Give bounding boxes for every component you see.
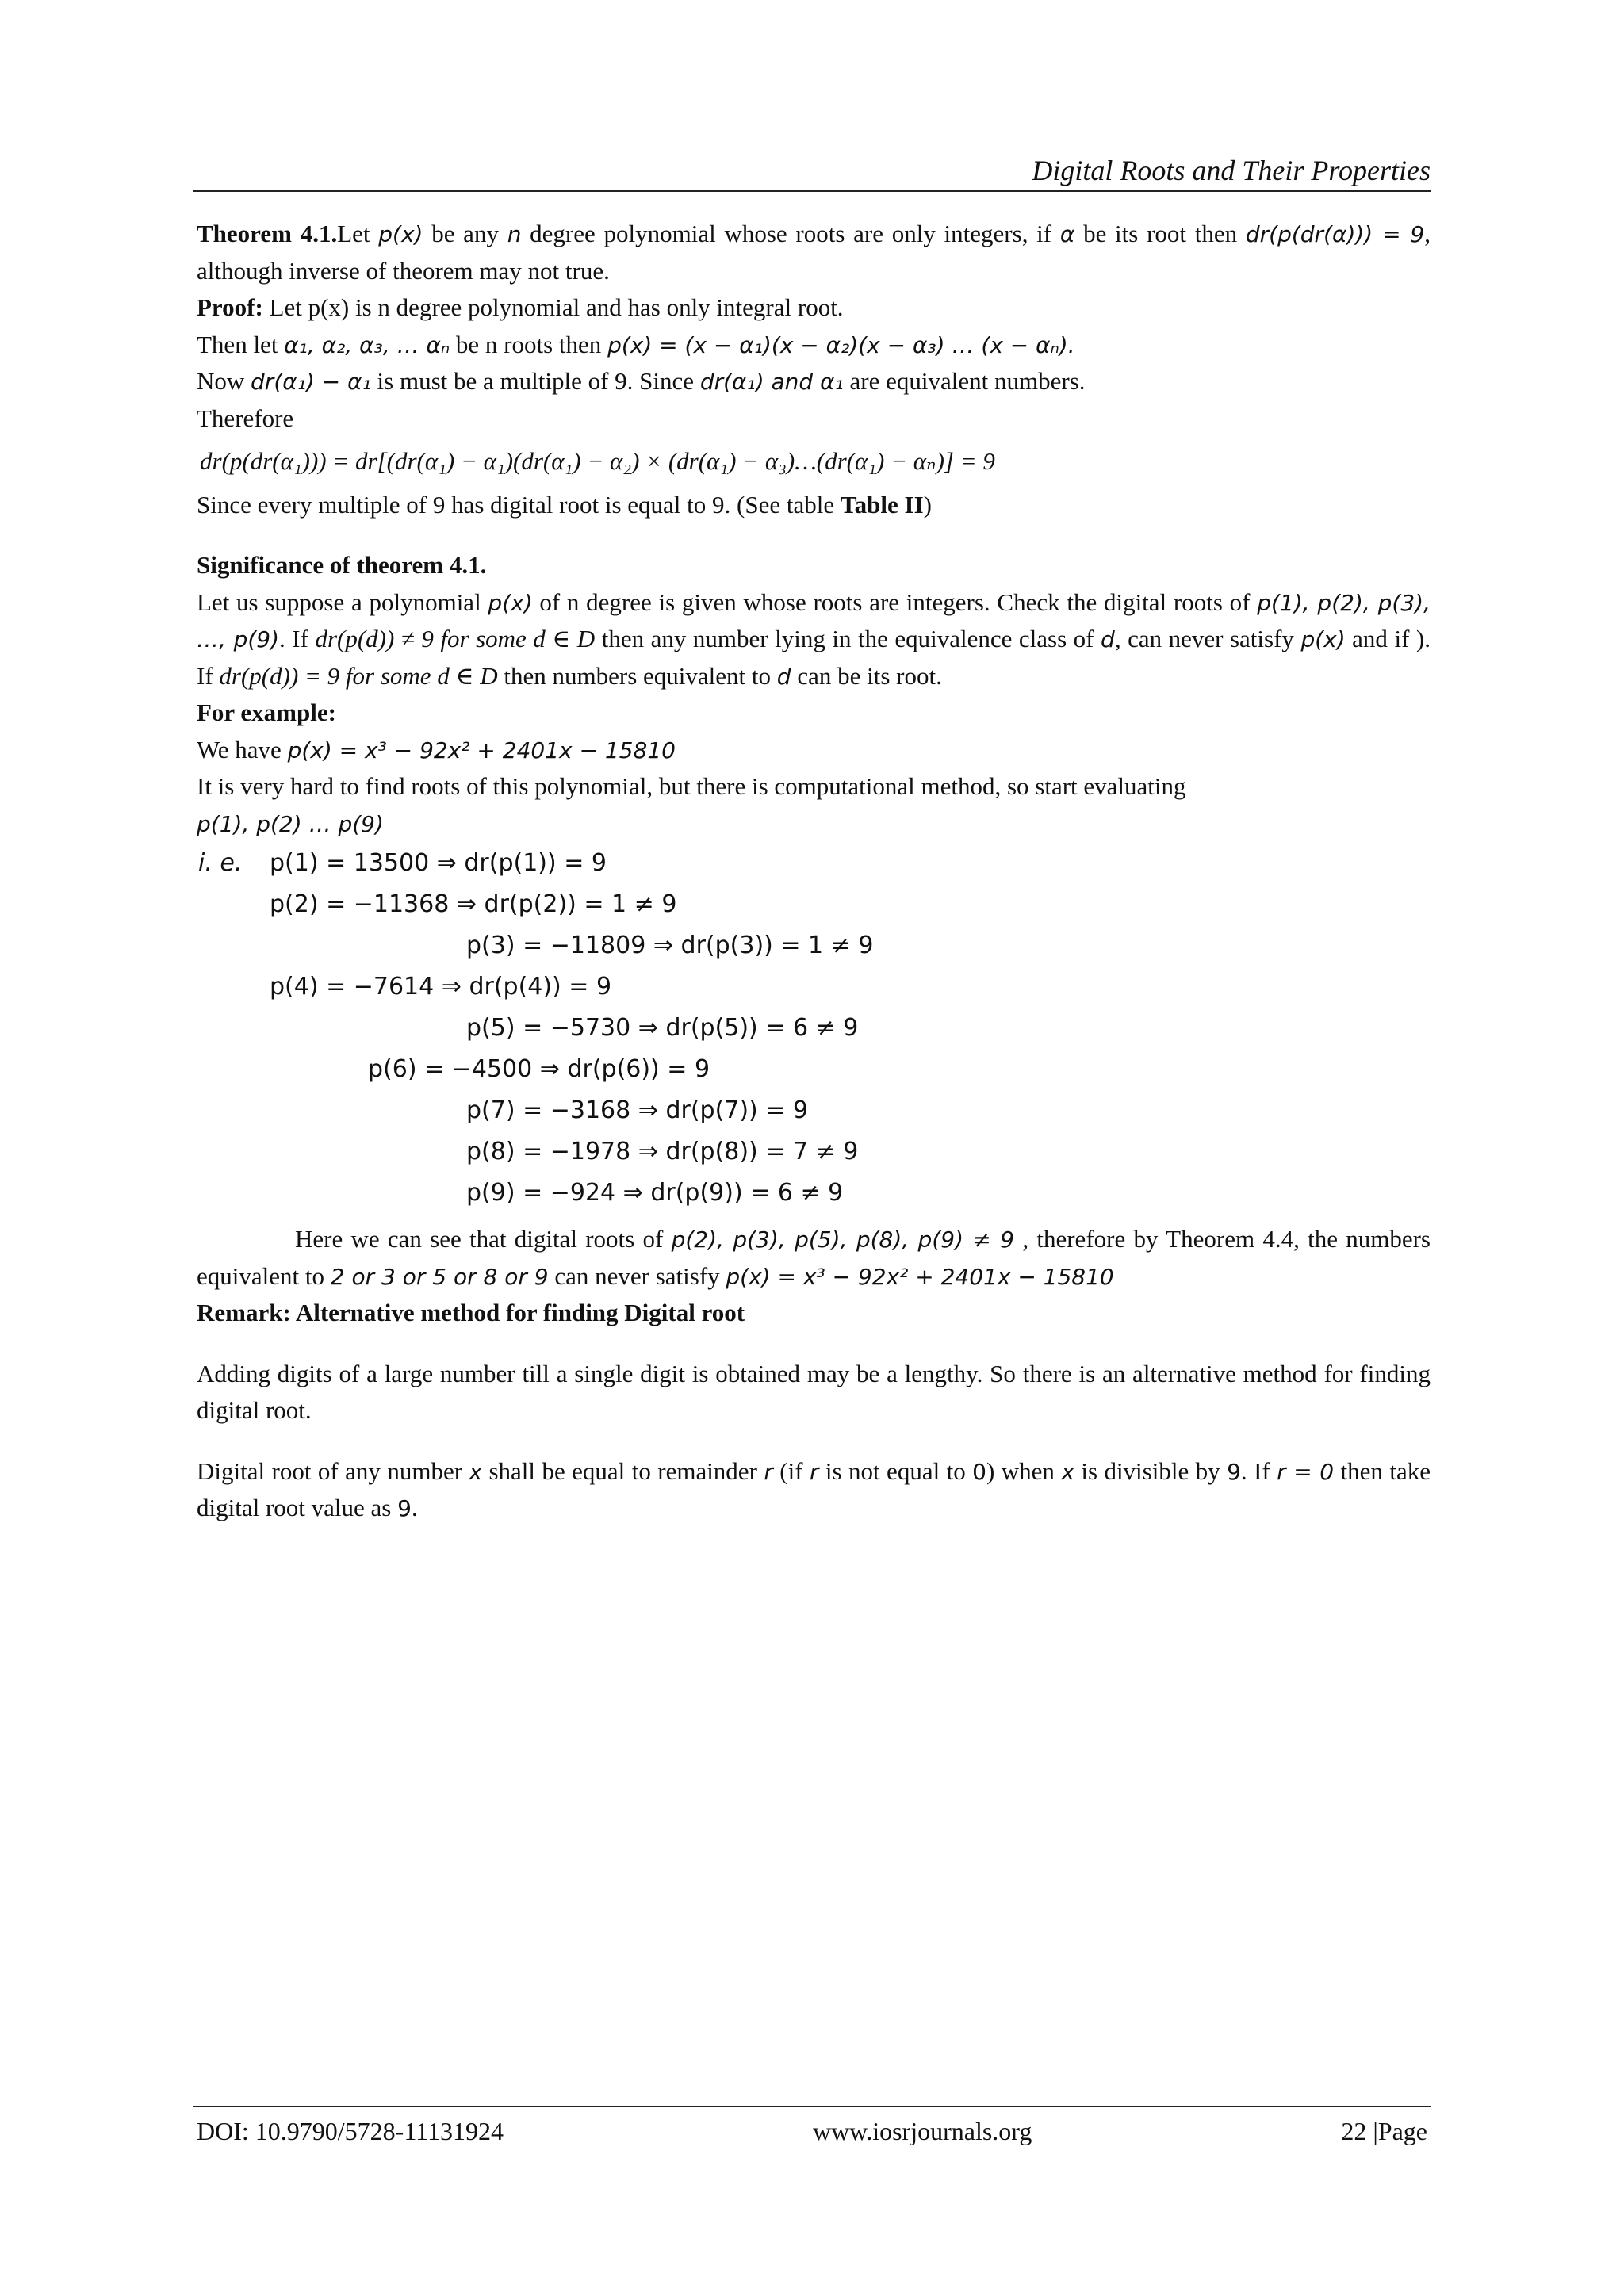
math-nine: 9	[397, 1495, 412, 1521]
significance-heading	[197, 547, 1431, 584]
evaluation-block	[197, 842, 1431, 1221]
math-d: d	[1101, 626, 1115, 652]
text-run: then numbers equivalent to	[497, 661, 777, 690]
text-run: then take digital root value as	[197, 1456, 1431, 1521]
math-zero: 0	[972, 1458, 986, 1485]
math-condition-1: dr(p(d)) ≠ 9 for some d ∈ D	[315, 625, 596, 652]
text-run: is not equal to	[818, 1456, 973, 1485]
math-list: p(1), p(2) … p(9)	[197, 810, 384, 837]
page-body	[197, 216, 1431, 1527]
math-theorem-eq: dr(p(dr(α))) = 9	[1245, 221, 1425, 247]
text-run: )	[923, 490, 932, 519]
example-heading	[197, 695, 1431, 732]
evaluation-line: p(1) = 13500 ⇒ dr(p(1)) = 9	[270, 849, 607, 877]
proof-equation: dr(p(dr(α₁))) = dr[(dr(α₁) − α₁)(dr(α₁) − α₂) × (dr(α₁) − α₃)…(dr(α₁) − αₙ)] = 9	[200, 447, 995, 475]
remark-paragraph-1: Adding digits of a large number till a single digit is obtained may be a lengthy. So there is an alternative method for finding digital root.	[197, 1359, 1431, 1424]
text-run: of n degree is given whose roots are integers. Check the digital roots of	[532, 587, 1258, 616]
math-alpha: α	[1059, 221, 1075, 247]
math-roots: α₁, α₂, α₃, … αₙ	[284, 331, 450, 358]
evaluation-line: p(3) = −11809 ⇒ dr(p(3)) = 1 ≠ 9	[466, 932, 874, 959]
ie-label: i. e.	[198, 849, 243, 877]
text-run: is divisible by	[1074, 1456, 1228, 1485]
theorem-paragraph	[197, 216, 1431, 289]
math-r: r	[809, 1458, 819, 1485]
math-since-eq: dr(α₁) and α₁	[699, 369, 844, 395]
math-r: r	[764, 1458, 773, 1485]
significance-heading-text: Significance of theorem 4.1.	[197, 551, 487, 579]
text-run: degree polynomial whose roots are only integers, if	[521, 220, 1060, 247]
example-line-3	[197, 806, 1431, 843]
proof-line-1	[197, 289, 1431, 327]
math-numbers: 2 or 3 or 5 or 8 or 9	[330, 1263, 549, 1290]
table-reference: Table II	[840, 490, 924, 519]
text-run: Here we can see that digital roots of	[295, 1225, 672, 1253]
math-px: p(x)	[1300, 626, 1346, 652]
running-header-title: Digital Roots and Their Properties	[1032, 155, 1431, 186]
proof-line-2	[197, 327, 1431, 364]
text-run: Now	[197, 367, 251, 395]
math-x: x	[1061, 1458, 1074, 1485]
example-line-1	[197, 732, 1431, 769]
header-rule	[193, 190, 1431, 192]
page-footer	[197, 2112, 1427, 2150]
math-px: p(x)	[488, 589, 533, 616]
proof-line-4: Therefore	[197, 404, 294, 432]
remark-paragraph-2	[197, 1453, 1431, 1527]
math-r-equals-zero: r = 0	[1277, 1458, 1335, 1485]
proof-label: Proof:	[197, 293, 263, 321]
text-run: be its root then	[1074, 220, 1246, 247]
math-n: n	[507, 221, 522, 247]
remark-heading-text: Remark: Alternative method for finding Digital root	[197, 1299, 745, 1326]
text-run: . If	[1240, 1456, 1277, 1485]
example-heading-text: For example:	[197, 698, 336, 726]
text-run: ) when	[986, 1456, 1062, 1485]
math-polynomial: p(x) = x³ − 92x² + 2401x − 15810	[287, 737, 676, 763]
evaluation-line: p(2) = −11368 ⇒ dr(p(2)) = 1 ≠ 9	[270, 890, 677, 918]
evaluation-line: p(8) = −1978 ⇒ dr(p(8)) = 7 ≠ 9	[466, 1138, 859, 1165]
proof-line-3	[197, 363, 1431, 400]
text-run: are equivalent numbers.	[843, 367, 1086, 395]
text-run: , can never satisfy	[1114, 625, 1301, 652]
evaluation-line: p(7) = −3168 ⇒ dr(p(7)) = 9	[466, 1096, 809, 1124]
remark-heading	[197, 1295, 1431, 1332]
text-run: can be its root.	[791, 661, 942, 690]
text-run: then any number lying in the equivalence class of	[595, 625, 1101, 652]
math-list: p(2), p(3), p(5), p(8), p(9) ≠ 9	[671, 1226, 1015, 1253]
text-run: Then let	[197, 330, 285, 358]
text-run: and if ). If	[197, 625, 1431, 690]
text-run: can never satisfy	[548, 1261, 726, 1290]
text-run: We have	[197, 735, 288, 763]
text-run: be any	[423, 220, 508, 247]
evaluation-line: p(9) = −924 ⇒ dr(p(9)) = 6 ≠ 9	[466, 1179, 844, 1207]
proof-line-5	[197, 487, 1431, 524]
text-run: , therefore by Theorem 4.4, the numbers equivalent to	[197, 1225, 1431, 1290]
math-list: p(1), p(2), p(3), …, p(9)	[197, 589, 1431, 652]
text-run: be n roots then	[450, 330, 608, 358]
footer-website: www.iosrjournals.org	[812, 2117, 1032, 2145]
text-run: Let p(x) is n degree polynomial and has only integral root.	[262, 293, 844, 321]
text-run: shall be equal to remainder	[482, 1456, 764, 1485]
text-run: Let	[337, 220, 379, 247]
text-run: . If	[279, 625, 316, 652]
spacer	[197, 523, 1431, 547]
math-d: d	[776, 663, 791, 690]
evaluation-line: p(6) = −4500 ⇒ dr(p(6)) = 9	[368, 1055, 710, 1083]
math-nine: 9	[1227, 1458, 1241, 1485]
text-run: , although inverse of theorem may not true.	[197, 220, 1431, 285]
math-now-eq: dr(α₁) − α₁	[251, 369, 371, 395]
math-px: p(x)	[378, 221, 423, 247]
text-run: .	[411, 1494, 418, 1521]
evaluation-line: p(5) = −5730 ⇒ dr(p(5)) = 6 ≠ 9	[466, 1014, 859, 1042]
text-run: Digital root of any number	[197, 1456, 469, 1485]
text-run: Since every multiple of 9 has digital root is equal to 9. (See table	[197, 490, 841, 519]
conclusion-paragraph	[197, 1221, 1431, 1295]
spacer	[197, 1429, 1431, 1453]
text-run: Let us suppose a polynomial	[197, 587, 488, 616]
math-polynomial: p(x) = x³ − 92x² + 2401x − 15810	[726, 1263, 1114, 1290]
significance-paragraph	[197, 584, 1431, 695]
text-run: is must be a multiple of 9. Since	[370, 367, 700, 395]
theorem-label: Theorem 4.1.	[197, 220, 338, 247]
text-run: (if	[772, 1456, 810, 1485]
evaluation-line: p(4) = −7614 ⇒ dr(p(4)) = 9	[270, 973, 612, 1001]
math-condition-2: dr(p(d)) = 9 for some d ∈ D	[219, 661, 498, 690]
example-line-2: It is very hard to find roots of this polynomial, but there is computational method, so start evaluating	[197, 772, 1186, 800]
footer-doi: DOI: 10.9790/5728-11131924	[197, 2117, 504, 2145]
footer-page-number: 22 |Page	[1341, 2117, 1427, 2145]
footer-rule	[193, 2106, 1431, 2107]
spacer	[197, 1332, 1431, 1356]
math-x: x	[469, 1458, 483, 1485]
math-factorization: p(x) = (x − α₁)(x − α₂)(x − α₃) … (x − αₙ).	[607, 331, 1075, 358]
